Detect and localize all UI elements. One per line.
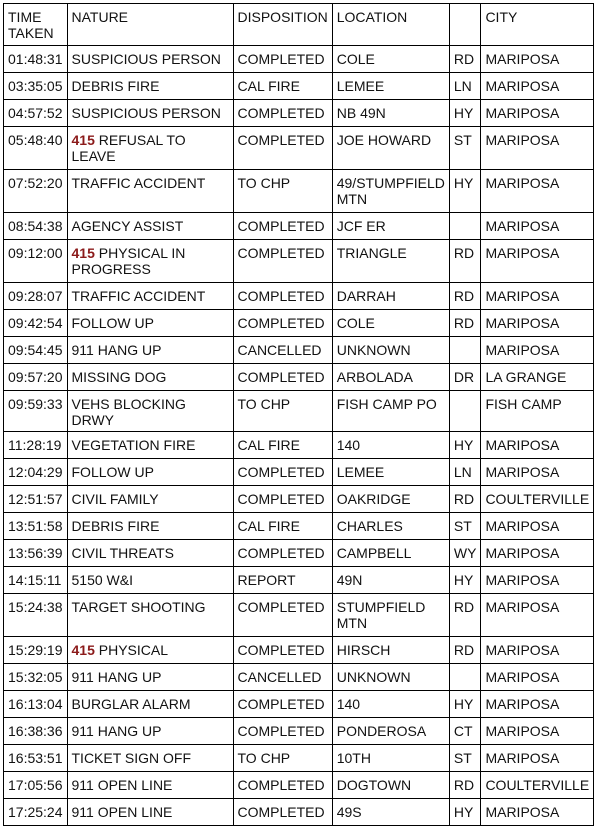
cell-nature	[67, 513, 233, 540]
cell-nature	[67, 459, 233, 486]
header-nature: NATURE	[67, 4, 233, 46]
table-row	[4, 337, 594, 364]
cell-time-taken: 09:59:33	[4, 391, 68, 432]
cell-disposition: COMPLETED	[233, 364, 332, 391]
cell-street-type: ST	[449, 127, 481, 170]
cell-location: PONDEROSA	[332, 718, 449, 745]
cell-nature	[67, 283, 233, 310]
cell-location: LEMEE	[332, 73, 449, 100]
cell-disposition: CAL FIRE	[233, 432, 332, 459]
cell-time-taken: 08:54:38	[4, 213, 68, 240]
cell-city: MARIPOSA	[481, 718, 594, 745]
cell-city: LA GRANGE	[481, 364, 594, 391]
cell-disposition: COMPLETED	[233, 594, 332, 637]
cell-city: MARIPOSA	[481, 240, 594, 283]
nature-text: TARGET SHOOTING	[71, 599, 206, 615]
cell-street-type: DR	[449, 364, 481, 391]
cell-location: JOE HOWARD	[332, 127, 449, 170]
table-row	[4, 170, 594, 213]
nature-text: BURGLAR ALARM	[71, 696, 191, 712]
cell-city: MARIPOSA	[481, 73, 594, 100]
table-row	[4, 73, 594, 100]
cell-time-taken: 12:04:29	[4, 459, 68, 486]
nature-text: VEHS BLOCKING DRWY	[71, 396, 186, 428]
cell-disposition: TO CHP	[233, 745, 332, 772]
cell-location: 49/STUMPFIELD MTN	[332, 170, 449, 213]
table-row	[4, 540, 594, 567]
cell-location: NB 49N	[332, 100, 449, 127]
cell-time-taken: 14:15:11	[4, 567, 68, 594]
cell-city: COULTERVILLE	[481, 486, 594, 513]
table-row	[4, 310, 594, 337]
cell-disposition: COMPLETED	[233, 540, 332, 567]
cell-nature	[67, 337, 233, 364]
table-row	[4, 364, 594, 391]
cell-location: 140	[332, 691, 449, 718]
cell-street-type: RD	[449, 772, 481, 799]
cell-city: MARIPOSA	[481, 540, 594, 567]
cell-city: FISH CAMP	[481, 391, 594, 432]
cell-city: MARIPOSA	[481, 127, 594, 170]
cell-street-type: RD	[449, 46, 481, 73]
cell-street-type: ST	[449, 745, 481, 772]
cell-location: COLE	[332, 310, 449, 337]
cell-time-taken: 03:35:05	[4, 73, 68, 100]
cell-time-taken: 01:48:31	[4, 46, 68, 73]
cell-street-type: HY	[449, 691, 481, 718]
cell-nature	[67, 364, 233, 391]
cell-time-taken: 17:05:56	[4, 772, 68, 799]
cell-time-taken: 09:28:07	[4, 283, 68, 310]
nature-text: DEBRIS FIRE	[71, 518, 160, 534]
nature-text: FOLLOW UP	[71, 464, 154, 480]
cell-city: MARIPOSA	[481, 567, 594, 594]
call-log-container	[3, 3, 594, 826]
cell-street-type: RD	[449, 486, 481, 513]
cell-street-type: HY	[449, 100, 481, 127]
cell-location: HIRSCH	[332, 637, 449, 664]
table-row	[4, 637, 594, 664]
nature-text: CIVIL FAMILY	[71, 491, 159, 507]
header-location: LOCATION	[332, 4, 449, 46]
cell-nature	[67, 310, 233, 337]
cell-street-type: HY	[449, 432, 481, 459]
table-row	[4, 459, 594, 486]
cell-disposition: CANCELLED	[233, 337, 332, 364]
nature-text: VEGETATION FIRE	[71, 437, 196, 453]
cell-disposition: COMPLETED	[233, 127, 332, 170]
cell-street-type: ST	[449, 513, 481, 540]
nature-text: PHYSICAL IN PROGRESS	[71, 245, 186, 277]
cell-time-taken: 15:29:19	[4, 637, 68, 664]
cell-nature	[67, 46, 233, 73]
cell-city: MARIPOSA	[481, 213, 594, 240]
cell-street-type: RD	[449, 240, 481, 283]
cell-nature	[67, 567, 233, 594]
nature-text: 911 OPEN LINE	[71, 804, 173, 820]
cell-location: DOGTOWN	[332, 772, 449, 799]
cell-time-taken: 13:51:58	[4, 513, 68, 540]
cell-time-taken: 09:12:00	[4, 240, 68, 283]
cell-street-type: HY	[449, 799, 481, 826]
nature-text: MISSING DOG	[71, 369, 167, 385]
cell-city: MARIPOSA	[481, 513, 594, 540]
cell-location: CHARLES	[332, 513, 449, 540]
nature-text: 911 HANG UP	[71, 342, 162, 358]
cell-disposition: COMPLETED	[233, 240, 332, 283]
cell-city: MARIPOSA	[481, 745, 594, 772]
cell-time-taken: 09:54:45	[4, 337, 68, 364]
table-row	[4, 240, 594, 283]
call-log-body	[4, 46, 594, 826]
cell-disposition: COMPLETED	[233, 310, 332, 337]
cell-city: MARIPOSA	[481, 432, 594, 459]
cell-street-type	[449, 337, 481, 364]
cell-location: LEMEE	[332, 459, 449, 486]
cell-city: MARIPOSA	[481, 664, 594, 691]
table-row	[4, 46, 594, 73]
header-city: CITY	[481, 4, 594, 46]
cell-nature	[67, 391, 233, 432]
cell-city: MARIPOSA	[481, 46, 594, 73]
cell-location: ARBOLADA	[332, 364, 449, 391]
cell-disposition: COMPLETED	[233, 718, 332, 745]
cell-disposition: COMPLETED	[233, 691, 332, 718]
cell-time-taken: 16:53:51	[4, 745, 68, 772]
cell-nature	[67, 73, 233, 100]
header-row	[4, 4, 594, 46]
nature-text: DEBRIS FIRE	[71, 78, 160, 94]
cell-street-type: RD	[449, 594, 481, 637]
nature-text: 911 HANG UP	[71, 669, 162, 685]
cell-nature	[67, 691, 233, 718]
table-row	[4, 283, 594, 310]
nature-code: 415	[71, 132, 95, 148]
cell-nature	[67, 664, 233, 691]
cell-street-type: HY	[449, 567, 481, 594]
cell-nature	[67, 100, 233, 127]
cell-disposition: CANCELLED	[233, 664, 332, 691]
cell-time-taken: 15:32:05	[4, 664, 68, 691]
nature-text: TICKET SIGN OFF	[71, 750, 192, 766]
cell-nature	[67, 540, 233, 567]
nature-text: 911 OPEN LINE	[71, 777, 173, 793]
nature-text: 911 HANG UP	[71, 723, 162, 739]
nature-code: 415	[71, 642, 95, 658]
header-disposition: DISPOSITION	[233, 4, 332, 46]
nature-text: PHYSICAL	[98, 642, 168, 658]
cell-location: JCF ER	[332, 213, 449, 240]
cell-nature	[67, 486, 233, 513]
cell-street-type: RD	[449, 637, 481, 664]
cell-disposition: COMPLETED	[233, 100, 332, 127]
cell-location: TRIANGLE	[332, 240, 449, 283]
cell-disposition: COMPLETED	[233, 799, 332, 826]
nature-text: REFUSAL TO LEAVE	[71, 132, 186, 164]
cell-location: FISH CAMP PO	[332, 391, 449, 432]
cell-nature	[67, 127, 233, 170]
cell-nature	[67, 170, 233, 213]
nature-text: TRAFFIC ACCIDENT	[71, 175, 206, 191]
cell-street-type: RD	[449, 283, 481, 310]
table-row	[4, 432, 594, 459]
cell-location: 49N	[332, 567, 449, 594]
table-row	[4, 567, 594, 594]
cell-location: OAKRIDGE	[332, 486, 449, 513]
cell-city: MARIPOSA	[481, 310, 594, 337]
cell-city: MARIPOSA	[481, 637, 594, 664]
nature-text: FOLLOW UP	[71, 315, 154, 331]
nature-text: CIVIL THREATS	[71, 545, 174, 561]
cell-street-type	[449, 664, 481, 691]
cell-city: MARIPOSA	[481, 337, 594, 364]
cell-time-taken: 16:38:36	[4, 718, 68, 745]
nature-text: TRAFFIC ACCIDENT	[71, 288, 206, 304]
table-row	[4, 127, 594, 170]
nature-code: 415	[71, 245, 95, 261]
nature-text: 5150 W&I	[71, 572, 133, 588]
cell-location: 10TH	[332, 745, 449, 772]
cell-location: COLE	[332, 46, 449, 73]
cell-disposition: CAL FIRE	[233, 513, 332, 540]
cell-street-type: RD	[449, 310, 481, 337]
cell-time-taken: 09:42:54	[4, 310, 68, 337]
cell-disposition: COMPLETED	[233, 772, 332, 799]
cell-street-type: HY	[449, 170, 481, 213]
cell-location: 140	[332, 432, 449, 459]
table-row	[4, 486, 594, 513]
table-row	[4, 664, 594, 691]
cell-city: COULTERVILLE	[481, 772, 594, 799]
nature-text: SUSPICIOUS PERSON	[71, 105, 221, 121]
cell-nature	[67, 637, 233, 664]
cell-disposition: COMPLETED	[233, 459, 332, 486]
table-row	[4, 772, 594, 799]
table-row	[4, 594, 594, 637]
cell-time-taken: 05:48:40	[4, 127, 68, 170]
cell-street-type: CT	[449, 718, 481, 745]
cell-time-taken: 04:57:52	[4, 100, 68, 127]
cell-city: MARIPOSA	[481, 100, 594, 127]
table-row	[4, 100, 594, 127]
cell-city: MARIPOSA	[481, 799, 594, 826]
cell-nature	[67, 240, 233, 283]
table-row	[4, 745, 594, 772]
cell-time-taken: 11:28:19	[4, 432, 68, 459]
cell-street-type	[449, 213, 481, 240]
cell-location: UNKNOWN	[332, 337, 449, 364]
cell-time-taken: 15:24:38	[4, 594, 68, 637]
cell-disposition: TO CHP	[233, 170, 332, 213]
table-row	[4, 718, 594, 745]
cell-disposition: COMPLETED	[233, 486, 332, 513]
cell-disposition: TO CHP	[233, 391, 332, 432]
cell-time-taken: 17:25:24	[4, 799, 68, 826]
cell-nature	[67, 745, 233, 772]
header-street-type	[449, 4, 481, 46]
table-row	[4, 691, 594, 718]
cell-location: UNKNOWN	[332, 664, 449, 691]
call-log-table	[3, 3, 594, 826]
cell-disposition: CAL FIRE	[233, 73, 332, 100]
header-time-taken: TIME TAKEN	[4, 4, 68, 46]
cell-time-taken: 07:52:20	[4, 170, 68, 213]
cell-city: MARIPOSA	[481, 170, 594, 213]
cell-time-taken: 16:13:04	[4, 691, 68, 718]
cell-street-type: LN	[449, 459, 481, 486]
cell-city: MARIPOSA	[481, 691, 594, 718]
cell-disposition: COMPLETED	[233, 283, 332, 310]
cell-location: 49S	[332, 799, 449, 826]
cell-location: CAMPBELL	[332, 540, 449, 567]
table-row	[4, 391, 594, 432]
cell-nature	[67, 213, 233, 240]
nature-text: AGENCY ASSIST	[71, 218, 184, 234]
cell-location: DARRAH	[332, 283, 449, 310]
cell-time-taken: 09:57:20	[4, 364, 68, 391]
table-row	[4, 213, 594, 240]
cell-city: MARIPOSA	[481, 594, 594, 637]
cell-nature	[67, 594, 233, 637]
cell-time-taken: 13:56:39	[4, 540, 68, 567]
cell-disposition: COMPLETED	[233, 46, 332, 73]
cell-city: MARIPOSA	[481, 283, 594, 310]
table-row	[4, 513, 594, 540]
cell-nature	[67, 772, 233, 799]
cell-street-type: LN	[449, 73, 481, 100]
cell-nature	[67, 432, 233, 459]
cell-nature	[67, 718, 233, 745]
cell-street-type	[449, 391, 481, 432]
cell-street-type: WY	[449, 540, 481, 567]
nature-text: SUSPICIOUS PERSON	[71, 51, 221, 67]
cell-disposition: COMPLETED	[233, 213, 332, 240]
cell-city: MARIPOSA	[481, 459, 594, 486]
cell-disposition: REPORT	[233, 567, 332, 594]
cell-location: STUMPFIELD MTN	[332, 594, 449, 637]
cell-disposition: COMPLETED	[233, 637, 332, 664]
cell-time-taken: 12:51:57	[4, 486, 68, 513]
